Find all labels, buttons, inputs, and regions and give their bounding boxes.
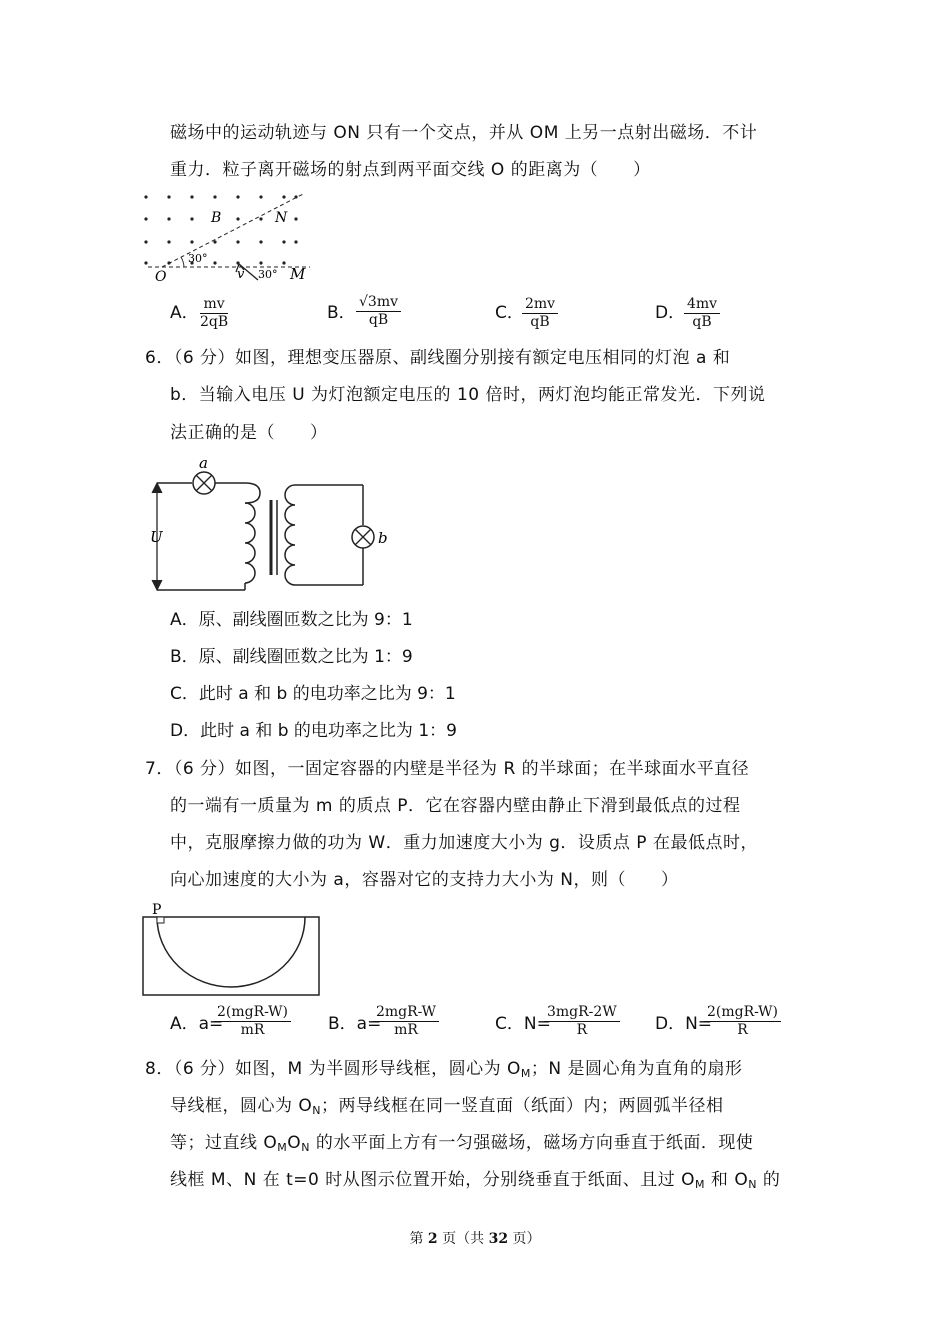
q7-option-d-label: D．N= (655, 1014, 713, 1034)
q7-option-b-fraction (373, 1004, 439, 1039)
label-M: M (290, 265, 306, 283)
q6-option-c: C．此时 a 和 b 的电功率之比为 9：1 (170, 684, 456, 704)
q8-line-4-text: 线框 M、N 在 t=0 时从图示位置开始，分别绕垂直于纸面、且过 O (170, 1170, 696, 1190)
q8-line-4-text-mid: 和 O (705, 1170, 749, 1190)
point-p-label: P (152, 902, 162, 918)
fraction-denominator: qB (368, 312, 389, 328)
q7-option-d-fraction (704, 1004, 781, 1039)
q7-option-a-label: A．a= (170, 1014, 224, 1034)
fraction-numerator: 4mv (684, 296, 720, 314)
subscript-n: N (301, 1141, 310, 1154)
q8-line-4-text-end: 的 (756, 1170, 781, 1190)
q5-option-b-fraction (356, 294, 401, 329)
q7-option-b-label: B．a= (328, 1014, 382, 1034)
q5-option-b-label: B． (327, 303, 356, 323)
angle-label-1: 30° (188, 252, 208, 265)
q5-option-c-label: C． (495, 303, 524, 323)
fraction-denominator: qB (530, 314, 550, 330)
q7-option-a-fraction (214, 1004, 291, 1039)
bulb-b-label: b (378, 529, 388, 547)
q6-line-1: 6．（6 分）如图，理想变压器原、副线圈分别接有额定电压相同的灯泡 a 和 (145, 348, 731, 368)
footer-text: 第 (409, 1231, 428, 1247)
q5-magnetic-field-figure (140, 190, 315, 285)
q8-line-4 (170, 1169, 780, 1196)
q8-line-1-text-end: ；N 是圆心角为直角的扇形 (530, 1059, 743, 1079)
fraction-numerator: √3mv (356, 294, 401, 312)
current-page-number: 2 (427, 1231, 438, 1247)
q5-option-d-fraction (684, 296, 720, 331)
subscript-m: M (695, 1178, 706, 1191)
fraction-denominator: R (737, 1022, 748, 1038)
angle-label-2: 30° (258, 268, 278, 281)
fraction-denominator: 2qB (200, 314, 229, 330)
q8-line-2 (170, 1095, 724, 1122)
fraction-denominator: R (576, 1022, 588, 1038)
fraction-numerator: mv (200, 296, 227, 314)
fraction-denominator: qB (692, 314, 712, 330)
label-N: N (275, 210, 288, 226)
q8-line-2-text-end: ；两导线框在同一竖直面（纸面）内；两圆弧半径相 (321, 1096, 724, 1116)
q8-line-3-text: 等；过直线 O (170, 1133, 278, 1153)
footer-text: 页（共 (437, 1231, 489, 1247)
footer-text: 页） (508, 1231, 541, 1247)
q7-line-3: 中，克服摩擦力做的功为 W．重力加速度大小为 g．设质点 P 在最低点时， (170, 833, 758, 853)
q6-line-3: 法正确的是（ ） (170, 423, 328, 443)
fraction-numerator: 2(mgR-W) (214, 1004, 291, 1022)
q5-option-a-label: A． (170, 303, 199, 323)
q6-transformer-circuit-figure (140, 455, 400, 595)
q8-line-1-text: 8．（6 分）如图，M 为半圆形导线框，圆心为 O (145, 1059, 521, 1079)
q7-hemisphere-container-figure (140, 898, 325, 1000)
q7-option-c-label: C．N= (495, 1014, 551, 1034)
q8-line-3 (170, 1132, 753, 1159)
fraction-numerator: 2mv (522, 296, 558, 314)
q5-option-c-fraction (522, 296, 558, 331)
total-page-count: 32 (488, 1231, 509, 1247)
q6-option-d: D．此时 a 和 b 的电功率之比为 1：9 (170, 721, 457, 741)
q5-option-a-fraction (197, 296, 231, 331)
subscript-n: N (748, 1178, 757, 1191)
q7-option-c-fraction (544, 1004, 620, 1039)
q8-line-3-text-end: 的水平面上方有一匀强磁场，磁场方向垂直于纸面．现使 (309, 1133, 754, 1153)
fraction-denominator: mR (240, 1022, 265, 1038)
subscript-n: N (312, 1104, 322, 1117)
q7-line-2: 的一端有一质量为 m 的质点 P．它在容器内壁由静止下滑到最低点的过程 (170, 796, 741, 816)
label-B: B (211, 210, 222, 226)
subscript-m: M (520, 1067, 531, 1080)
q7-line-4: 向心加速度的大小为 a，容器对它的支持力大小为 N，则（ ） (170, 870, 679, 890)
fraction-denominator: mR (394, 1022, 418, 1038)
q5-line-1: 磁场中的运动轨迹与 ON 只有一个交点，并从 OM 上另一点射出磁场．不计 (170, 123, 758, 143)
label-O: O (155, 269, 167, 285)
q6-option-a: A．原、副线圈匝数之比为 9：1 (170, 610, 413, 630)
q6-option-b: B．原、副线圈匝数之比为 1：9 (170, 647, 413, 667)
q6-line-2: b．当输入电压 U 为灯泡额定电压的 10 倍时，两灯泡均能正常发光．下列说 (170, 385, 766, 405)
page-footer (0, 1228, 950, 1248)
label-v: v (237, 267, 245, 282)
q7-line-1: 7．（6 分）如图，一固定容器的内壁是半径为 R 的半球面；在半球面水平直径 (145, 759, 750, 779)
fraction-numerator: 2mgR-W (373, 1004, 439, 1022)
q5-line-2: 重力．粒子离开磁场的射点到两平面交线 O 的距离为（ ） (170, 160, 651, 180)
fraction-numerator: 2(mgR-W) (704, 1004, 781, 1022)
fraction-numerator: 3mgR-2W (544, 1004, 620, 1022)
voltage-u-label: U (150, 528, 163, 546)
q5-option-d-label: D． (655, 303, 686, 323)
bulb-a-label: a (199, 455, 208, 472)
subscript-m: M (277, 1141, 288, 1154)
q8-line-1 (145, 1058, 743, 1085)
q8-line-3-text-mid: O (287, 1133, 302, 1153)
q8-line-2-text: 导线框，圆心为 O (170, 1096, 313, 1116)
